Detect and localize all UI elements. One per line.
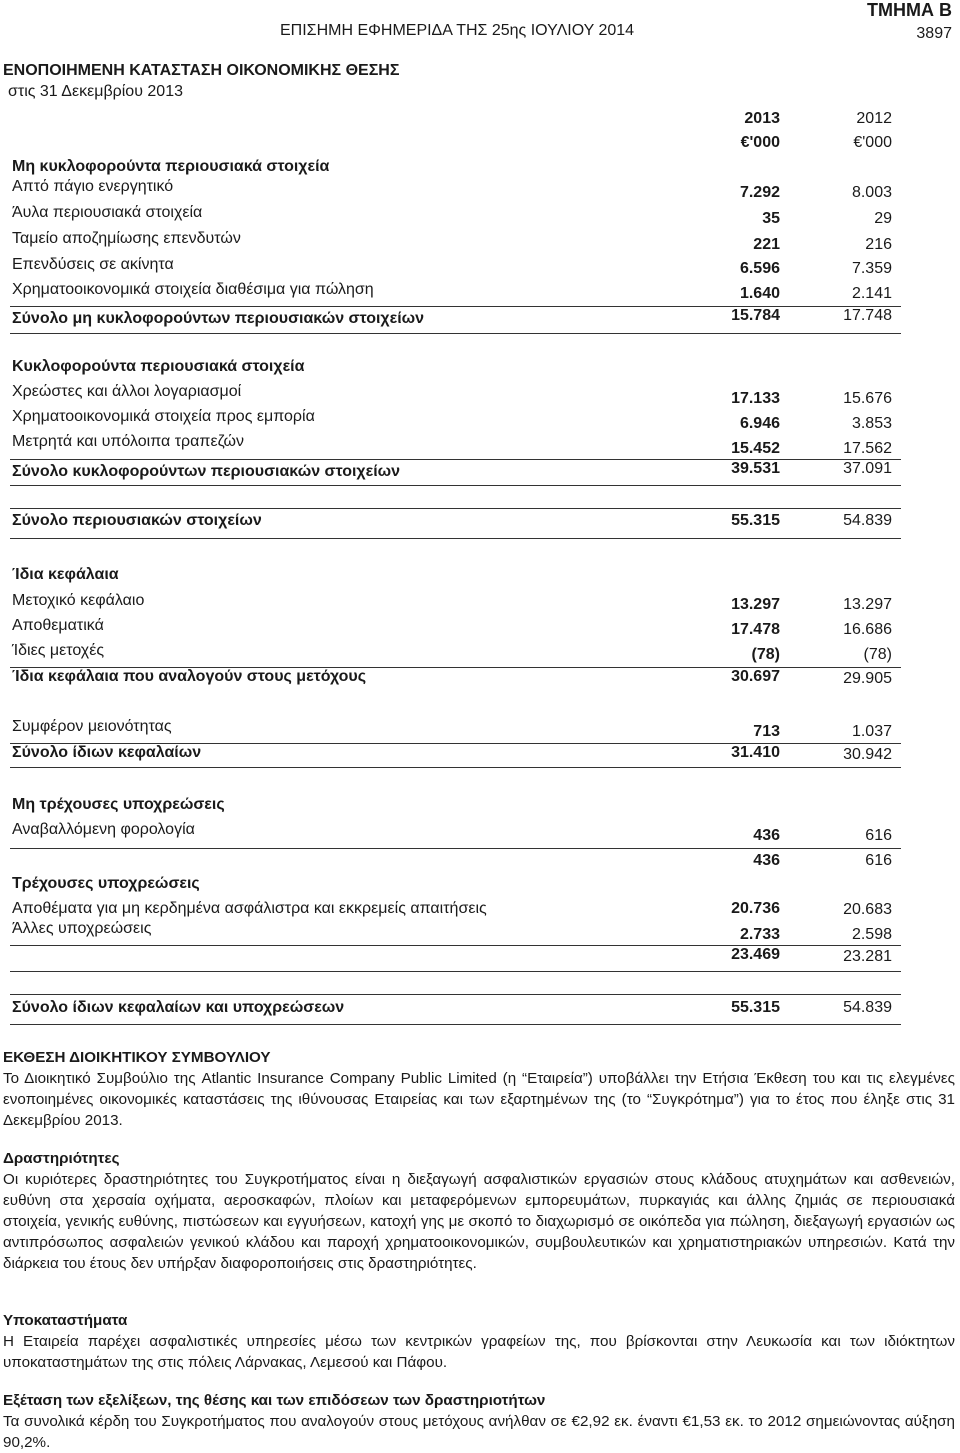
branches-section [3, 1310, 955, 1373]
value-2013: 17.133 [731, 390, 780, 407]
value-2012: 3.853 [851, 415, 892, 432]
value-2013: 55.315 [731, 512, 780, 529]
value-2013: 31.410 [731, 744, 780, 761]
value-2012: 30.942 [843, 746, 892, 763]
row-label: Ίδιες μετοχές [12, 642, 105, 659]
table-row [12, 281, 892, 303]
row-label: Απτό πάγιο ενεργητικό [12, 178, 174, 195]
statement-title: ΕΝΟΠΟΙΗΜΕΝΗ ΚΑΤΑΣΤΑΣΗ ΟΙΚΟΝΟΜΙΚΗΣ ΘΕΣΗΣ [3, 62, 400, 79]
row-divider [10, 1024, 901, 1025]
statement-subtitle: στις 31 Δεκεμβρίου 2013 [8, 83, 183, 100]
value-2013: 15.452 [731, 440, 780, 457]
activities-heading: Δραστηριότητες [3, 1150, 120, 1167]
value-2013: 713 [753, 723, 780, 740]
table-row [12, 718, 892, 740]
section-current-liabilities: Τρέχουσες υποχρεώσεις [12, 875, 200, 892]
table-row [12, 920, 892, 942]
table-row [12, 204, 892, 226]
review-section [3, 1390, 955, 1453]
value-2013: 6.946 [739, 415, 780, 432]
value-2012: 37.091 [843, 460, 892, 477]
row-label: Σύνολο ίδιων κεφαλαίων [12, 744, 202, 761]
table-row [12, 178, 892, 200]
row-divider [10, 508, 901, 509]
value-2013: 15.784 [731, 307, 780, 324]
value-2012: 8.003 [851, 184, 892, 201]
value-2013: 35 [762, 210, 780, 227]
table-row [12, 821, 892, 843]
row-label: Αποθέματα για μη κερδημένα ασφάλιστρα και εκκρεμείς απαιτήσεις [12, 900, 487, 917]
row-label: Ταμείο αποζημίωσης επενδυτών [12, 230, 241, 247]
value-2013: 55.315 [731, 999, 780, 1016]
gazette-title: ΕΠΙΣΗΜΗ ΕΦΗΜΕΡΙΔΑ ΤΗΣ 25ης ΙΟΥΛΙΟΥ 2014 [280, 22, 635, 39]
row-label: Χρηματοοικονομικά στοιχεία διαθέσιμα για πώληση [12, 281, 374, 298]
year-2013-header: 2013 [744, 110, 780, 127]
row-label: Μετρητά και υπόλοιπα τραπεζών [12, 433, 245, 450]
review-heading: Εξέταση των εξελίξεων, της θέσης και των επιδόσεων των δραστηριοτήτων [3, 1392, 546, 1409]
value-2013: 30.697 [731, 668, 780, 685]
value-2012: (78) [863, 646, 892, 663]
row-label: Χρεώστες και άλλοι λογαριασμοί [12, 383, 242, 400]
row-label: Μετοχικό κεφάλαιο [12, 592, 145, 609]
value-2012: 616 [865, 827, 892, 844]
value-2012: 16.686 [843, 621, 892, 638]
table-row [12, 592, 892, 614]
report-heading: ΕΚΘΕΣΗ ΔΙΟΙΚΗΤΙΚΟΥ ΣΥΜΒΟΥΛΙΟΥ [3, 1049, 271, 1066]
row-label: Σύνολο ίδιων κεφαλαίων και υποχρεώσεων [12, 999, 345, 1016]
row-label: Σύνολο μη κυκλοφορούντων περιουσιακών στοιχείων [12, 310, 425, 327]
value-2013: 7.292 [739, 184, 780, 201]
section-noncurrent-liabilities: Μη τρέχουσες υποχρεώσεις [12, 796, 225, 813]
value-2012: 13.297 [843, 596, 892, 613]
activities-section [3, 1148, 955, 1274]
value-2012: 54.839 [843, 999, 892, 1016]
value-2012: 7.359 [851, 260, 892, 277]
value-2013: 436 [753, 852, 780, 869]
table-row [12, 256, 892, 278]
value-2013: 17.478 [731, 621, 780, 638]
value-2012: 216 [865, 236, 892, 253]
value-2012: 15.676 [843, 390, 892, 407]
total-row [12, 999, 892, 1021]
value-2013: 1.640 [739, 285, 780, 302]
row-divider [10, 485, 901, 486]
value-2012: 54.839 [843, 512, 892, 529]
row-divider [10, 848, 901, 849]
table-row [12, 408, 892, 430]
value-2013: 20.736 [731, 900, 780, 917]
row-divider [10, 994, 901, 995]
value-2012: 17.562 [843, 440, 892, 457]
row-divider [10, 538, 901, 539]
value-2012: 29.905 [843, 670, 892, 687]
row-label: Σύνολο κυκλοφορούντων περιουσιακών στοιχείων [12, 463, 401, 480]
row-label: Ίδια κεφάλαια που αναλογούν στους μετόχους [12, 668, 367, 685]
report-intro: Το Διοικητικό Συμβούλιο της Atlantic Insurance Company Public Limited (η “Εταιρεία”) υποβάλλει την Ετήσια Έκθεση του και τις ελεγμένες ενοποιημένες οικονομικές καταστάσεις της ιθύνουσας Εταιρείας και των εξαρτημένων της (το “Συγκρότημα”) για το έτος που έληξε στις 31 Δεκεμβρίου 2013. [3, 1070, 955, 1129]
subtotal-row [12, 668, 892, 690]
section-noncurrent-assets: Μη κυκλοφορούντα περιουσιακά στοιχεία [12, 158, 330, 175]
row-label: Άυλα περιουσιακά στοιχεία [12, 204, 203, 221]
value-2013: 436 [753, 827, 780, 844]
branches-text: Η Εταιρεία παρέχει ασφαλιστικές υπηρεσίες μέσω των κεντρικών γραφείων της, που βρίσκονται στην Λευκωσία και των ιδιόκτητων υποκαταστημάτων της στις πόλεις Λάρνακας, Λεμεσού και Πάφου. [3, 1333, 955, 1371]
value-2013: 2.733 [739, 926, 780, 943]
table-row [12, 642, 892, 664]
table-row [12, 230, 892, 252]
subtotal-row [12, 946, 892, 968]
unit-2012-header: €'000 [853, 134, 892, 151]
row-label: Αναβαλλόμενη φορολογία [12, 821, 195, 838]
row-label: Χρηματοοικονομικά στοιχεία προς εμπορία [12, 408, 315, 425]
branches-heading: Υποκαταστήματα [3, 1312, 128, 1329]
total-row [12, 512, 892, 534]
value-2012: 2.598 [851, 926, 892, 943]
page-number: 3897 [916, 25, 952, 42]
row-divider [10, 767, 901, 768]
value-2013: 221 [753, 236, 780, 253]
row-divider [10, 971, 901, 972]
value-2013: 13.297 [731, 596, 780, 613]
directors-report [3, 1047, 955, 1131]
year-2012-header: 2012 [856, 110, 892, 127]
section-equity: Ίδια κεφάλαια [12, 566, 119, 583]
activities-text: Οι κυριότερες δραστηριότητες του Συγκροτήματος είναι η διεξαγωγή ασφαλιστικών εργασιών στους κλάδους ατυχημάτων και ασθενειών, ευθύνη στα χερσαία οχήματα, αεροσκαφών, πλοίων και μεταφερόμενων εμπορευμάτων, πυρκαγιάς και άλλης ζημιάς σε περιουσιακά στοιχεία, γενικής ευθύνης, πιστώσεων και εγγυήσεων, κατοχή γης με σκοπό το διαχωρισμό σε οικόπεδα για πώληση, διεξαγωγή εργασιών ως αντιπρόσωπος ασφαλειών γενικού κλάδου και παροχή χρηματοοικονομικών, συμβουλευτικών και χρηματιστηριακών υπηρεσιών. Κατά την διάρκεια του έτους δεν υπήρξαν διαφοροποιήσεις στις δραστηριότητες. [3, 1171, 955, 1272]
row-label: Σύνολο περιουσιακών στοιχείων [12, 512, 262, 529]
table-row [12, 433, 892, 455]
page-header [867, 0, 952, 43]
value-2013: 39.531 [731, 460, 780, 477]
value-2013: (78) [751, 646, 780, 663]
subtotal-row [12, 460, 892, 485]
table-row [12, 617, 892, 639]
value-2012: 29 [874, 210, 892, 227]
table-row [12, 900, 892, 922]
subtotal-row [12, 744, 892, 766]
value-2013: 6.596 [739, 260, 780, 277]
row-divider [10, 333, 901, 334]
value-2013: 23.469 [731, 946, 780, 963]
value-2012: 2.141 [851, 285, 892, 302]
review-text: Τα συνολικά κέρδη του Συγκροτήματος που αναλογούν στους μετόχους ανήλθαν σε €2,92 εκ. έναντι €1,53 εκ. το 2012 σημειώνοντας αύξηση 90,2%. [3, 1413, 955, 1451]
value-2012: 1.037 [851, 723, 892, 740]
value-2012: 20.683 [843, 901, 892, 918]
value-2012: 23.281 [843, 948, 892, 965]
value-2012: 17.748 [843, 307, 892, 324]
row-label: Άλλες υποχρεώσεις [12, 920, 152, 937]
value-2012: 616 [865, 852, 892, 869]
table-row [12, 383, 892, 405]
row-label: Επενδύσεις σε ακίνητα [12, 256, 174, 273]
row-label: Συμφέρον μειονότητας [12, 718, 172, 735]
subtotal-row [12, 307, 892, 332]
section-current-assets: Κυκλοφορούντα περιουσιακά στοιχεία [12, 358, 305, 375]
unit-2013-header: €'000 [740, 134, 780, 151]
section-label: ΤΜΗΜΑ Β [867, 0, 952, 20]
row-label: Αποθεματικά [12, 617, 104, 634]
subtotal-row [12, 852, 892, 874]
